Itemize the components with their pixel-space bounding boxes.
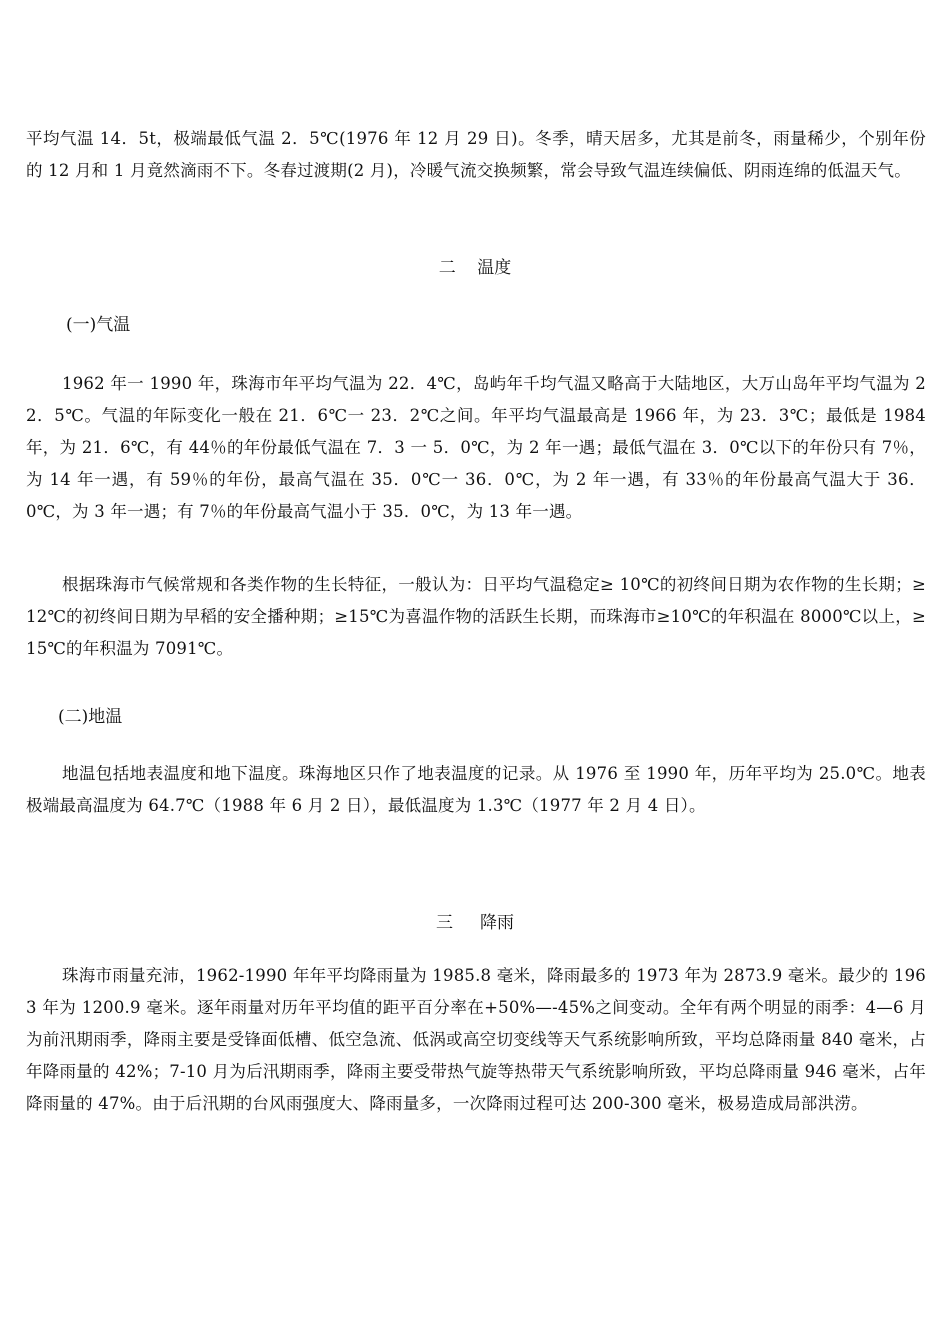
subheading-air-temperature: (一)气温 bbox=[66, 315, 131, 335]
ground-temperature-paragraph: 地温包括地表温度和地下温度。珠海地区只作了地表温度的记录。从 1976 至 1990 年，历年平均为 25.0℃。地表极端最高温度为 64.7℃（1988 年 6 月 2 日），最低温度为 1.3℃（1977 年 2 月 4 日）。 bbox=[26, 764, 926, 815]
section-heading-rainfall: 三 降雨 bbox=[435, 913, 515, 933]
intro-paragraph: 平均气温 14．5t，极端最低气温 2．5℃(1976 年 12 月 29 日)。冬季，晴天居多，尤其是前冬，雨量稀少，个别年份的 12 月和 1 月竟然滴雨不下。冬春过渡期(2 月)，冷暖气流交换频繁，常会导致气温连续偏低、阴雨连绵的低温天气。 bbox=[26, 129, 926, 180]
rainfall-paragraph: 珠海市雨量充沛，1962-1990 年年平均降雨量为 1985.8 毫米，降雨最多的 1973 年为 2873.9 毫米。最少的 1963 年为 1200.9 毫米。逐年雨量对历年平均值的距平百分率在+50%—-45%之间变动。全年有两个明显的雨季：4—6 月为前汛期雨季，降雨主要是受锋面低槽、低空急流、低涡或高空切变线等天气系统影响所致，平均总降雨量 840 毫米，占年降雨量的 42%；7-10 月为后汛期雨季，降雨主要受带热气旋等热带天气系统影响所致，平均总降雨量 946 毫米，占年降雨量的 47%。由于后汛期的台风雨强度大、降雨量多，一次降雨过程可达 200-300 毫米，极易造成局部洪涝。 bbox=[26, 966, 926, 1113]
subheading-ground-temperature: (二)地温 bbox=[58, 707, 123, 727]
crop-temperature-paragraph: 根据珠海市气候常规和各类作物的生长特征，一般认为：日平均气温稳定≥ 10℃的初终间日期为农作物的生长期；≥12℃的初终间日期为早稻的安全播种期；≥15℃为喜温作物的活跃生长期，而珠海市≥10℃的年积温在 8000℃以上，≥15℃的年积温为 7091℃。 bbox=[26, 575, 926, 658]
section-heading-temperature: 二 温度 bbox=[438, 258, 512, 278]
air-temperature-paragraph: 1962 年一 1990 年，珠海市年平均气温为 22．4℃，岛屿年千均气温又略高于大陆地区，大万山岛年平均气温为 22．5℃。气温的年际变化一般在 21．6℃一 23．2℃之间。年平均气温最高是 1966 年，为 23．3℃；最低是 1984 年，为 21．6℃，有 44％的年份最低气温在 7．3 一 5．0℃，为 2 年一遇；最低气温在 3．0℃以下的年份只有 7％，为 14 年一遇，有 59％的年份，最高气温在 35．0℃一 36．0℃，为 2 年一遇，有 33％的年份最高气温大于 36．0℃，为 3 年一遇；有 7％的年份最高气温小于 35．0℃，为 13 年一遇。 bbox=[26, 374, 926, 521]
